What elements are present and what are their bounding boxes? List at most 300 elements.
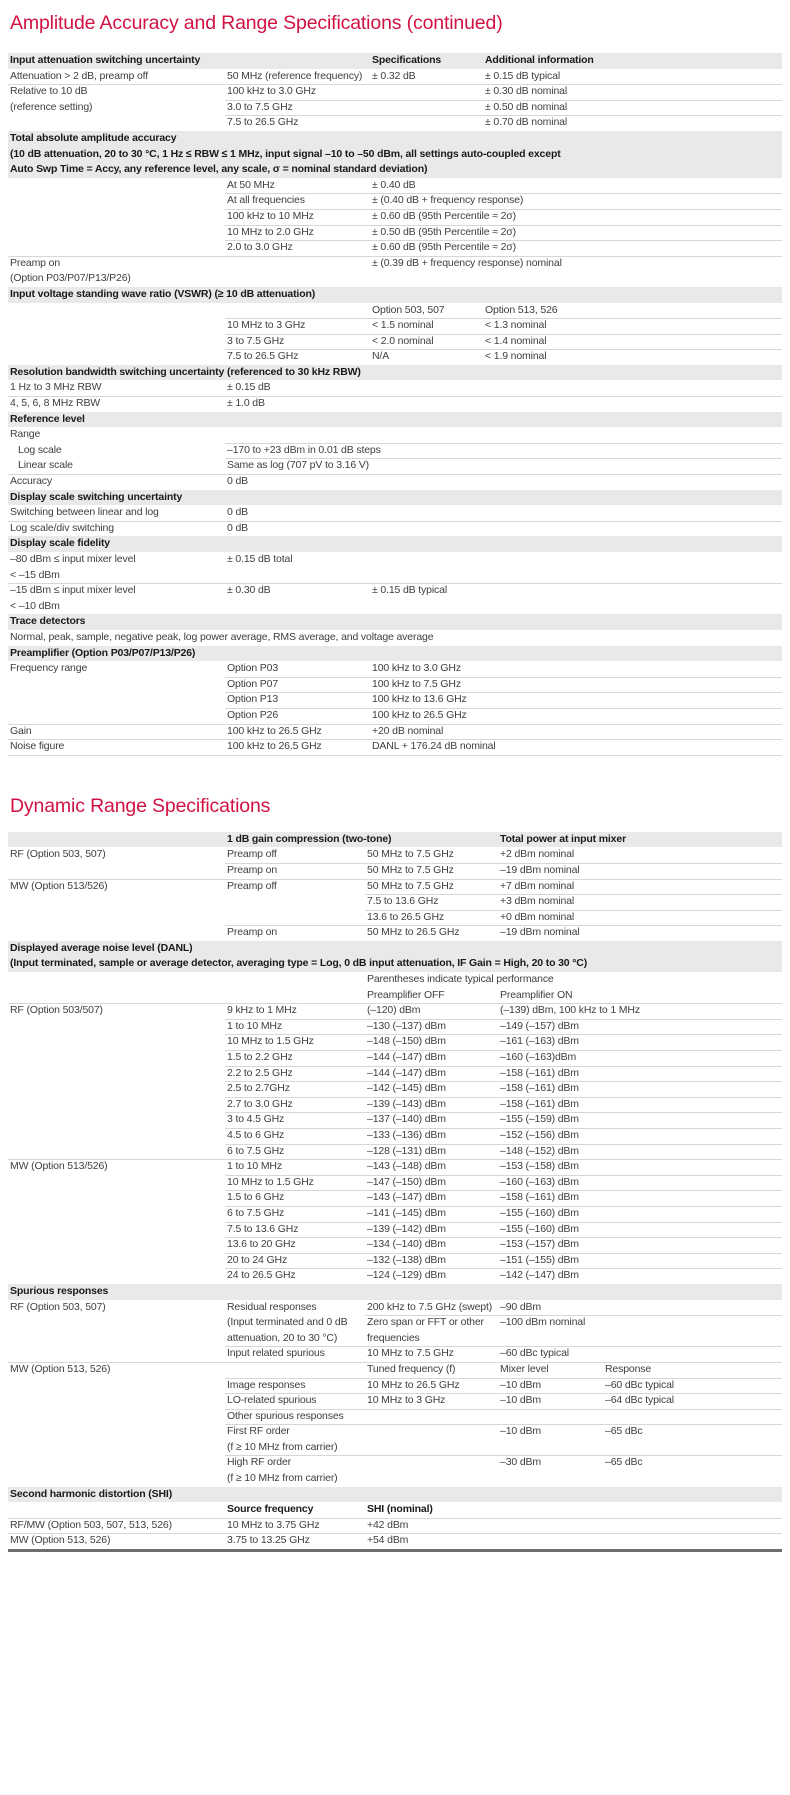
spec-cell: At 50 MHz [227, 178, 275, 191]
spec-cell: Noise figure [10, 740, 65, 753]
spec-cell: Relative to 10 dB [10, 85, 88, 98]
table-row [8, 1346, 782, 1362]
spec-cell: 10 MHz to 2.0 GHz [227, 225, 314, 238]
spec-cell: Linear scale [18, 459, 73, 472]
spec-cell: 4.5 to 6 GHz [227, 1129, 285, 1141]
row-divider [225, 1050, 782, 1051]
spec-cell: Input related spurious [227, 1347, 325, 1360]
spec-cell: –128 (–131) dBm [367, 1144, 446, 1157]
spec-cell: Preamp off [227, 848, 277, 861]
table-row [8, 1034, 782, 1050]
spec-cell: –65 dBc [605, 1456, 643, 1469]
row-divider [225, 240, 782, 241]
table-row [8, 349, 782, 365]
spec-cell: LO-related spurious [227, 1394, 317, 1407]
table-row [8, 1518, 782, 1534]
row-divider [8, 1518, 782, 1519]
spec-cell: Parentheses indicate typical performance [367, 973, 554, 986]
row-divider [8, 583, 782, 584]
row-divider [225, 692, 782, 693]
spec-cell: Mixer level [500, 1362, 549, 1375]
table-row [8, 474, 782, 490]
spec-cell: < –15 dBm [10, 568, 60, 581]
row-divider [225, 1206, 782, 1207]
table-row [8, 1190, 782, 1206]
table-row [8, 1362, 782, 1378]
row-divider [8, 84, 782, 85]
spec-header-cell: Display scale fidelity [10, 537, 110, 550]
spec-cell: Normal, peak, sample, negative peak, log power average, RMS average, and voltage average [10, 630, 434, 643]
section-header-row [8, 131, 782, 147]
spec-cell: MW (Option 513, 526) [10, 1534, 111, 1547]
spec-cell: ± 0.15 dB typical [372, 584, 448, 597]
spec-cell: –90 dBm [500, 1300, 541, 1313]
spec-cell: N/A [372, 350, 390, 363]
spec-cell: Range [10, 428, 41, 441]
spec-cell: –170 to +23 dBm in 0.01 dB steps [227, 443, 381, 456]
spec-cell: Switching between linear and log [10, 506, 159, 519]
spec-cell: 2.7 to 3.0 GHz [227, 1097, 293, 1110]
spec-cell: (reference setting) [10, 100, 93, 113]
spec-cell: < 1.5 nominal [372, 319, 434, 332]
table-row [8, 1206, 782, 1222]
row-divider [225, 1409, 782, 1410]
section-header-row [8, 412, 782, 428]
row-divider [225, 1175, 782, 1176]
spec-cell: –160 (–163) dBm [500, 1175, 579, 1188]
spec-cell: Preamp on [10, 256, 61, 269]
spec-cell: 50 MHz to 26.5 GHz [367, 926, 460, 939]
spec-cell: 1 to 10 MHz [227, 1019, 282, 1032]
row-divider [225, 443, 782, 444]
spec-cell: –139 (–142) dBm [367, 1222, 446, 1235]
spec-cell: –137 (–140) dBm [367, 1113, 446, 1126]
page-title-amplitude-accuracy: Amplitude Accuracy and Range Specifications (continued) [10, 12, 503, 34]
spec-cell: –10 dBm [500, 1425, 541, 1438]
spec-cell: 100 kHz to 26.5 GHz [227, 724, 322, 737]
spec-cell: +3 dBm nominal [500, 895, 575, 908]
spec-cell: 7.5 to 26.5 GHz [227, 350, 299, 363]
row-divider [225, 677, 782, 678]
table-row [8, 1268, 782, 1284]
table-row [8, 1533, 782, 1549]
row-divider [8, 1003, 782, 1004]
table-row [8, 427, 782, 443]
section-header-row [8, 1487, 782, 1503]
spec-header-cell: Specifications [372, 54, 442, 66]
row-divider [225, 1019, 782, 1020]
spec-cell: 10 MHz to 3 GHz [227, 319, 306, 332]
spec-cell: –133 (–136) dBm [367, 1129, 446, 1141]
spec-cell: –30 dBm [500, 1456, 541, 1469]
table-row [8, 380, 782, 396]
spec-cell: 10 MHz to 1.5 GHz [227, 1035, 314, 1048]
spec-cell: 10 MHz to 7.5 GHz [367, 1347, 454, 1360]
spec-cell: –147 (–150) dBm [367, 1175, 446, 1188]
spec-cell: RF/MW (Option 503, 507, 513, 526) [10, 1518, 172, 1531]
dynamic-range-table [8, 832, 782, 1552]
spec-cell: ± (0.39 dB + frequency response) nominal [372, 256, 562, 269]
section-header-row [8, 1284, 782, 1300]
spec-cell: Log scale/div switching [10, 521, 114, 534]
spec-cell: –143 (–147) dBm [367, 1191, 446, 1204]
spec-cell: 50 MHz to 7.5 GHz [367, 848, 454, 861]
spec-cell: 6 to 7.5 GHz [227, 1206, 285, 1219]
table-row [8, 1159, 782, 1175]
spec-cell: High RF order [227, 1456, 291, 1469]
spec-cell: 1 to 10 MHz [227, 1160, 282, 1173]
table-row [8, 1050, 782, 1066]
row-divider [225, 1128, 782, 1129]
spec-cell: 0 dB [227, 475, 248, 488]
spec-cell: 13.6 to 20 GHz [227, 1238, 296, 1251]
table-row [8, 661, 782, 677]
spec-cell: ± (0.40 dB + frequency response) [372, 194, 524, 207]
spec-cell: Attenuation > 2 dB, preamp off [10, 69, 149, 82]
spec-cell: ± 0.60 dB (95th Percentile ≈ 2σ) [372, 241, 516, 254]
spec-cell: Frequency range [10, 662, 88, 675]
spec-cell: –149 (–157) dBm [500, 1019, 579, 1032]
table-row [8, 1175, 782, 1191]
spec-cell: (Option P03/P07/P13/P26) [10, 272, 131, 285]
spec-header-cell: Resolution bandwidth switching uncertainty (referenced to 30 kHz RBW) [10, 365, 361, 378]
spec-cell: 2.5 to 2.7GHz [227, 1082, 290, 1095]
section-header-row [8, 147, 782, 163]
row-divider [225, 115, 782, 116]
spec-cell: frequencies [367, 1331, 420, 1344]
row-divider [365, 910, 782, 911]
row-divider [225, 1066, 782, 1067]
row-divider [225, 1081, 782, 1082]
spec-cell: Zero span or FFT or other [367, 1316, 484, 1329]
spec-cell: (Input terminated and 0 dB [227, 1316, 348, 1329]
spec-cell: Response [605, 1362, 652, 1375]
spec-header-cell: SHI (nominal) [367, 1503, 433, 1516]
table-row [8, 894, 782, 910]
spec-cell: 3.75 to 13.25 GHz [227, 1534, 310, 1547]
table-row [8, 318, 782, 334]
spec-cell: Accuracy [10, 475, 52, 488]
spec-cell: –155 (–159) dBm [500, 1113, 579, 1126]
spec-cell: 6 to 7.5 GHz [227, 1144, 285, 1157]
row-divider [225, 925, 782, 926]
spec-cell: 10 MHz to 3.75 GHz [227, 1518, 320, 1531]
section-header-row [8, 536, 782, 552]
table-row [8, 910, 782, 926]
row-divider [225, 458, 782, 459]
spec-cell: RF (Option 503/507) [10, 1004, 103, 1017]
row-divider [225, 193, 782, 194]
spec-header-cell: Reference level [10, 412, 85, 425]
spec-header-cell: Second harmonic distortion (SHI) [10, 1487, 173, 1500]
row-divider [8, 1362, 782, 1363]
row-divider [8, 396, 782, 397]
table-row [8, 1300, 782, 1316]
row-divider [225, 1378, 782, 1379]
spec-cell: ± 1.0 dB [227, 397, 265, 410]
section-header-row [8, 832, 782, 848]
table-row [8, 599, 782, 615]
section-header-row [8, 53, 782, 69]
spec-cell: MW (Option 513/526) [10, 1160, 108, 1173]
table-row [8, 708, 782, 724]
section-header-row [8, 941, 782, 957]
table-row [8, 69, 782, 85]
row-divider [225, 1253, 782, 1254]
spec-cell: Log scale [18, 443, 62, 456]
spec-cell: +2 dBm nominal [500, 848, 575, 861]
spec-cell: –143 (–148) dBm [367, 1160, 446, 1173]
row-divider [225, 708, 782, 709]
spec-header-cell: Display scale switching uncertainty [10, 490, 183, 503]
spec-cell: –19 dBm nominal [500, 926, 580, 939]
spec-cell: –130 (–137) dBm [367, 1019, 446, 1032]
spec-cell: –161 (–163) dBm [500, 1035, 579, 1048]
table-row [8, 1019, 782, 1035]
spec-cell: Preamplifier ON [500, 988, 573, 1001]
table-row [8, 1144, 782, 1160]
table-row [8, 396, 782, 412]
spec-cell: Option P07 [227, 677, 279, 690]
row-divider [8, 724, 782, 725]
spec-cell: ± 0.50 dB nominal [485, 100, 568, 113]
spec-cell: Other spurious responses [227, 1409, 344, 1422]
spec-header-cell: Auto Swp Time = Accy, any reference level, any scale, σ = nominal standard deviation) [10, 163, 428, 176]
table-row [8, 443, 782, 459]
table-row [8, 209, 782, 225]
table-row [8, 225, 782, 241]
table-row [8, 879, 782, 895]
row-divider [225, 1346, 782, 1347]
spec-cell: –144 (–147) dBm [367, 1066, 446, 1079]
table-row [8, 972, 782, 988]
spec-cell: –144 (–147) dBm [367, 1051, 446, 1064]
spec-cell: 100 kHz to 7.5 GHz [372, 677, 461, 690]
spec-header-cell: (10 dB attenuation, 20 to 30 °C, 1 Hz ≤ RBW ≤ 1 MHz, input signal –10 to –50 dBm, all settings auto-coupled except [10, 147, 561, 160]
table-row [8, 240, 782, 256]
spec-cell: –60 dBc typical [500, 1347, 569, 1360]
spec-cell: 24 to 26.5 GHz [227, 1269, 296, 1282]
spec-header-cell: Total power at input mixer [500, 832, 627, 845]
spec-cell: –10 dBm [500, 1394, 541, 1407]
row-divider [225, 209, 782, 210]
spec-header-cell: 1 dB gain compression (two-tone) [227, 832, 392, 845]
spec-cell: –158 (–161) dBm [500, 1191, 579, 1204]
row-divider [225, 100, 782, 101]
spec-cell: Image responses [227, 1378, 306, 1391]
spec-cell: –65 dBc [605, 1425, 643, 1438]
row-divider [365, 1315, 782, 1316]
row-divider [225, 1034, 782, 1035]
row-divider [225, 334, 782, 335]
spec-cell: –15 dBm ≤ input mixer level [10, 584, 136, 597]
spec-header-cell: Preamplifier (Option P03/P07/P13/P26) [10, 646, 196, 659]
section-header-row [8, 162, 782, 178]
spec-cell: +42 dBm [367, 1518, 409, 1531]
table-row [8, 677, 782, 693]
table-row [8, 1471, 782, 1487]
section-header-row [8, 956, 782, 972]
spec-cell: Option 503, 507 [372, 303, 445, 316]
spec-cell: –153 (–158) dBm [500, 1160, 579, 1173]
table-row [8, 1331, 782, 1347]
spec-cell: –141 (–145) dBm [367, 1206, 446, 1219]
spec-cell: –155 (–160) dBm [500, 1222, 579, 1235]
spec-cell: Tuned frequency (f) [367, 1362, 456, 1375]
row-divider [225, 1190, 782, 1191]
row-divider [225, 349, 782, 350]
spec-cell: 1 Hz to 3 MHz RBW [10, 381, 102, 394]
row-divider [225, 1222, 782, 1223]
spec-cell: (–139) dBm, 100 kHz to 1 MHz [500, 1004, 640, 1017]
spec-header-cell: Displayed average noise level (DANL) [10, 941, 193, 954]
spec-cell: ± 0.50 dB (95th Percentile ≈ 2σ) [372, 225, 516, 238]
table-row [8, 630, 782, 646]
row-divider [8, 739, 782, 740]
spec-cell: –155 (–160) dBm [500, 1206, 579, 1219]
row-divider [225, 863, 782, 864]
spec-cell: 1.5 to 2.2 GHz [227, 1051, 293, 1064]
spec-cell: +54 dBm [367, 1534, 409, 1547]
spec-cell: –142 (–147) dBm [500, 1269, 579, 1282]
spec-cell: Preamp off [227, 879, 277, 892]
row-divider [225, 1268, 782, 1269]
spec-cell: –80 dBm ≤ input mixer level [10, 553, 136, 565]
row-divider [225, 1237, 782, 1238]
row-divider [8, 256, 782, 257]
spec-cell: ± 0.30 dB nominal [485, 85, 568, 98]
spec-cell: 100 kHz to 26.5 GHz [227, 740, 322, 753]
section-header-row [8, 646, 782, 662]
spec-cell: –152 (–156) dBm [500, 1129, 579, 1141]
spec-cell: 7.5 to 26.5 GHz [227, 116, 299, 129]
row-divider [8, 1533, 782, 1534]
spec-cell: 3 to 7.5 GHz [227, 334, 285, 347]
spec-cell: attenuation, 20 to 30 °C) [227, 1331, 338, 1344]
spec-cell: 3 to 4.5 GHz [227, 1113, 285, 1126]
table-row [8, 334, 782, 350]
spec-cell: Gain [10, 724, 32, 737]
spec-cell: –160 (–163)dBm [500, 1051, 577, 1064]
spec-cell: –100 dBm nominal [500, 1316, 586, 1329]
spec-cell: < –10 dBm [10, 599, 60, 612]
spec-cell: 7.5 to 13.6 GHz [227, 1222, 299, 1235]
spec-cell: –132 (–138) dBm [367, 1253, 446, 1266]
table-row [8, 100, 782, 116]
spec-cell: –124 (–129) dBm [367, 1269, 446, 1282]
table-row [8, 458, 782, 474]
table-row [8, 692, 782, 708]
table-row [8, 256, 782, 272]
spec-cell: Preamp on [227, 863, 278, 876]
table-row [8, 568, 782, 584]
spec-cell: 10 MHz to 1.5 GHz [227, 1175, 314, 1188]
spec-cell: –148 (–152) dBm [500, 1144, 579, 1157]
spec-cell: (f ≥ 10 MHz from carrier) [227, 1472, 338, 1485]
spec-cell: < 1.3 nominal [485, 319, 547, 332]
spec-cell: 2.2 to 2.5 GHz [227, 1066, 293, 1079]
table-row [8, 552, 782, 568]
table-row [8, 271, 782, 287]
section-header-row [8, 614, 782, 630]
table-row [8, 925, 782, 941]
table-row [8, 863, 782, 879]
spec-cell: 10 MHz to 26.5 GHz [367, 1378, 460, 1391]
spec-cell: –151 (–155) dBm [500, 1253, 579, 1266]
spec-cell: –158 (–161) dBm [500, 1082, 579, 1095]
spec-cell: MW (Option 513, 526) [10, 1362, 111, 1375]
table-row [8, 1237, 782, 1253]
spec-cell: MW (Option 513/526) [10, 879, 108, 892]
table-row [8, 1066, 782, 1082]
table-row [8, 1097, 782, 1113]
spec-cell: ± 0.15 dB [227, 381, 271, 394]
spec-cell: 9 kHz to 1 MHz [227, 1004, 297, 1017]
row-divider [225, 1144, 782, 1145]
spec-cell: 4, 5, 6, 8 MHz RBW [10, 397, 101, 410]
table-row [8, 847, 782, 863]
row-divider [8, 879, 782, 880]
spec-cell: +0 dBm nominal [500, 910, 575, 923]
spec-cell: ± 0.30 dB [227, 584, 271, 597]
table-row [8, 1393, 782, 1409]
spec-cell: Option 513, 526 [485, 303, 558, 316]
table-row [8, 84, 782, 100]
spec-cell: ± 0.15 dB total [227, 553, 293, 565]
spec-header-cell: Source frequency [227, 1503, 314, 1516]
spec-cell: Option P03 [227, 662, 279, 675]
table-row [8, 988, 782, 1004]
spec-cell: Option P26 [227, 708, 279, 721]
spec-cell: 0 dB [227, 521, 248, 534]
spec-cell: ± 0.70 dB nominal [485, 116, 568, 129]
spec-cell: –153 (–157) dBm [500, 1238, 579, 1251]
spec-cell: –158 (–161) dBm [500, 1066, 579, 1079]
spec-cell: 13.6 to 26.5 GHz [367, 910, 444, 923]
amplitude-accuracy-table [8, 53, 782, 756]
spec-cell: RF (Option 503, 507) [10, 1300, 106, 1313]
spec-cell: 200 kHz to 7.5 GHz (swept) [367, 1300, 493, 1313]
spec-header-cell: Additional information [485, 54, 594, 66]
spec-cell: –10 dBm [500, 1378, 541, 1391]
row-divider [8, 1159, 782, 1160]
table-row [8, 521, 782, 537]
spec-cell: 50 MHz (reference frequency) [227, 69, 363, 82]
row-divider [8, 474, 782, 475]
spec-cell: 3.0 to 7.5 GHz [227, 100, 293, 113]
spec-cell: DANL + 176.24 dB nominal [372, 740, 496, 753]
table-row [8, 1253, 782, 1269]
spec-cell: First RF order [227, 1425, 290, 1438]
row-divider [365, 894, 782, 895]
spec-cell: –19 dBm nominal [500, 863, 580, 876]
table-row [8, 1378, 782, 1394]
spec-cell: –60 dBc typical [605, 1378, 674, 1391]
table-row [8, 1112, 782, 1128]
table-row [8, 1315, 782, 1331]
spec-cell: –148 (–150) dBm [367, 1035, 446, 1048]
table-row [8, 1424, 782, 1440]
spec-cell: ± 0.15 dB typical [485, 69, 561, 82]
spec-cell: –139 (–143) dBm [367, 1097, 446, 1110]
spec-cell: (f ≥ 10 MHz from carrier) [227, 1440, 338, 1453]
spec-cell: 1.5 to 6 GHz [227, 1191, 285, 1204]
spec-header-cell: Trace detectors [10, 615, 86, 628]
spec-cell: < 1.4 nominal [485, 334, 547, 347]
spec-cell: 100 kHz to 26.5 GHz [372, 708, 467, 721]
spec-cell: 0 dB [227, 506, 248, 519]
spec-cell: At all frequencies [227, 194, 305, 207]
